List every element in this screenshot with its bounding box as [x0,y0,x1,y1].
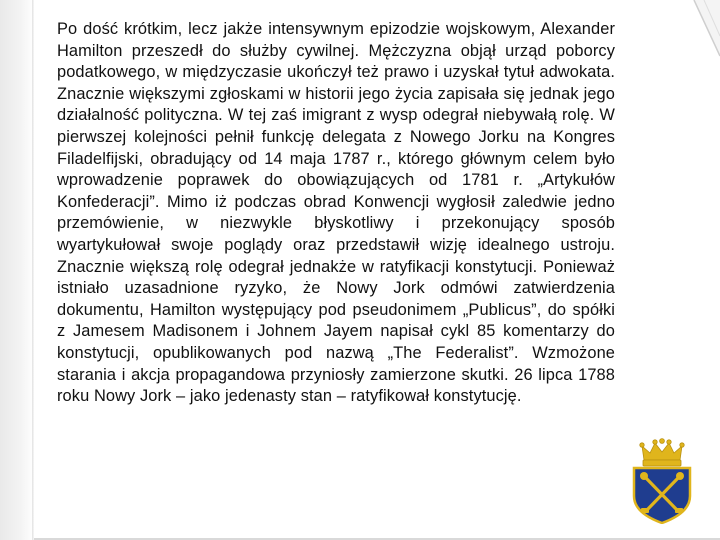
corner-lines-icon [680,0,720,60]
slide-body-text: Po dość krótkim, lecz jakże intensywnym epizodzie wojskowym, Alexander Hamilton przeszedł do służby cywilnej. Mężczyzna objął urząd poborcy podatkowego, w międzyczasie ukończył też prawo i uzyskał tytuł adwokata. Znacznie większymi zgłoskami w historii jego życia zapisała się jednak jego działalność polityczna. W tej zaś imigrant z wysp odegrał niebywałą rolę. W pierwszej kolejności pełnił funkcję delegata z Nowego Jorku na Kongres Filadelfijski, obradujący od 14 maja 1787 r., którego głównym celem było wprowadzenie poprawek do obowiązujących od 1781 r. „Artykułów Konfederacji”. Mimo iż podczas obrad Konwencji wygłosił zaledwie jedno przemówienie, w niezwykle błyskotliwy i przekonujący sposób wyartykułował swoje poglądy oraz przedstawił wizję idealnego ustroju. Znacznie większą rolę odegrał jednakże w ratyfikacji konstytucji. Ponieważ istniało uzasadnione ryzyko, że Nowy Jork odmówi zatwierdzenia dokumentu, Hamilton występujący pod pseudonimem „Publicus”, do spółki z Jamesem Madisonem i Johnem Jayem napisał cykl 85 komentarzy do konstytucji, opublikowanych pod nazwą „The Federalist”. Wzmożone starania i akcja propagandowa przyniosły zamierzone skutki. 26 lipca 1788 roku Nowy Jork – jako jedenasty stan – ratyfikował konstytucję. [57,20,615,406]
university-coat-of-arms-icon [628,438,696,524]
corner-decoration [680,0,720,60]
coat-of-arms [628,438,696,524]
left-decorative-band [0,0,34,540]
